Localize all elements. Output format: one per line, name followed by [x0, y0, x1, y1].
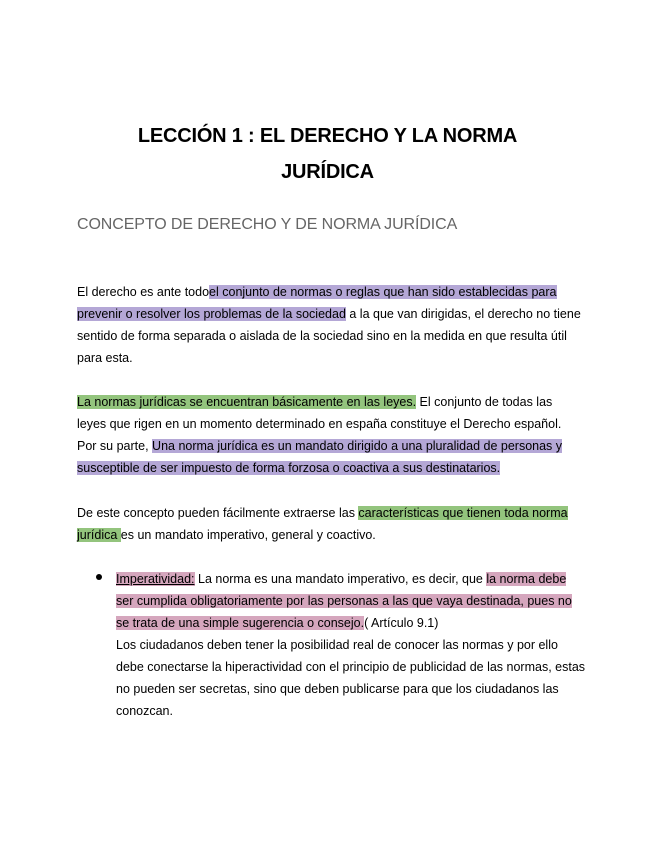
list-item-imperatividad	[116, 568, 586, 722]
title-line-1: LECCIÓN 1 : EL DERECHO Y LA NORMA	[137, 125, 518, 147]
highlight-purple: el conjunto de normas o reglas que han sido establecidas para prevenir o resolver los problemas de la sociedad	[77, 285, 557, 321]
item-label: Imperatividad:	[116, 572, 195, 586]
highlight-pink: la norma debe ser cumplida obligatoriamente por las personas a las que vaya destinada, pues no se trata de una simple sugerencia o consejo.	[116, 572, 572, 630]
lesson-title	[60, 118, 595, 190]
text-run: es un mandato imperativo, general y coactivo.	[120, 528, 376, 542]
paragraph-caracteristicas	[77, 502, 582, 546]
highlight-purple: Una norma jurídica es un mandato dirigido a una pluralidad de personas y susceptible de ser impuesto de forma forzosa o coactiva a sus destinatarios.	[77, 439, 563, 475]
paragraph-derecho	[77, 281, 582, 369]
highlight-green: La normas jurídicas se encuentran básicamente en las leyes.	[77, 395, 417, 409]
highlight-green: características que tienen toda norma jurídica	[77, 506, 568, 542]
text-run: ( Artículo 9.1)	[364, 616, 439, 630]
text-run: a la que van dirigidas, el derecho no tiene sentido de forma separada o aislada de la sociedad sino en la medida en que resulta útil para esta.	[77, 307, 581, 365]
text-run: Los ciudadanos deben tener la posibilidad real de conocer las normas y por ello debe conectarse la hiperactividad con el principio de publicidad de las normas, estas no pueden ser secretas, sino que deben publicarse para que los ciudadanos las conozcan.	[116, 638, 586, 718]
section-subtitle: CONCEPTO DE DERECHO Y DE NORMA JURÍDICA	[77, 216, 458, 233]
text-run: El derecho es ante todo	[77, 285, 210, 299]
text-run: La norma es una mandato imperativo, es decir, que	[194, 572, 487, 586]
bullet-dot-icon	[96, 574, 102, 580]
title-line-2: JURÍDICA	[281, 161, 374, 183]
text-run: El conjunto de todas las leyes que rigen en un momento determinado en españa constituye el Derecho español. Por su parte,	[77, 395, 562, 453]
text-run: De este concepto pueden fácilmente extraerse las	[77, 506, 359, 520]
paragraph-normas	[77, 391, 582, 479]
